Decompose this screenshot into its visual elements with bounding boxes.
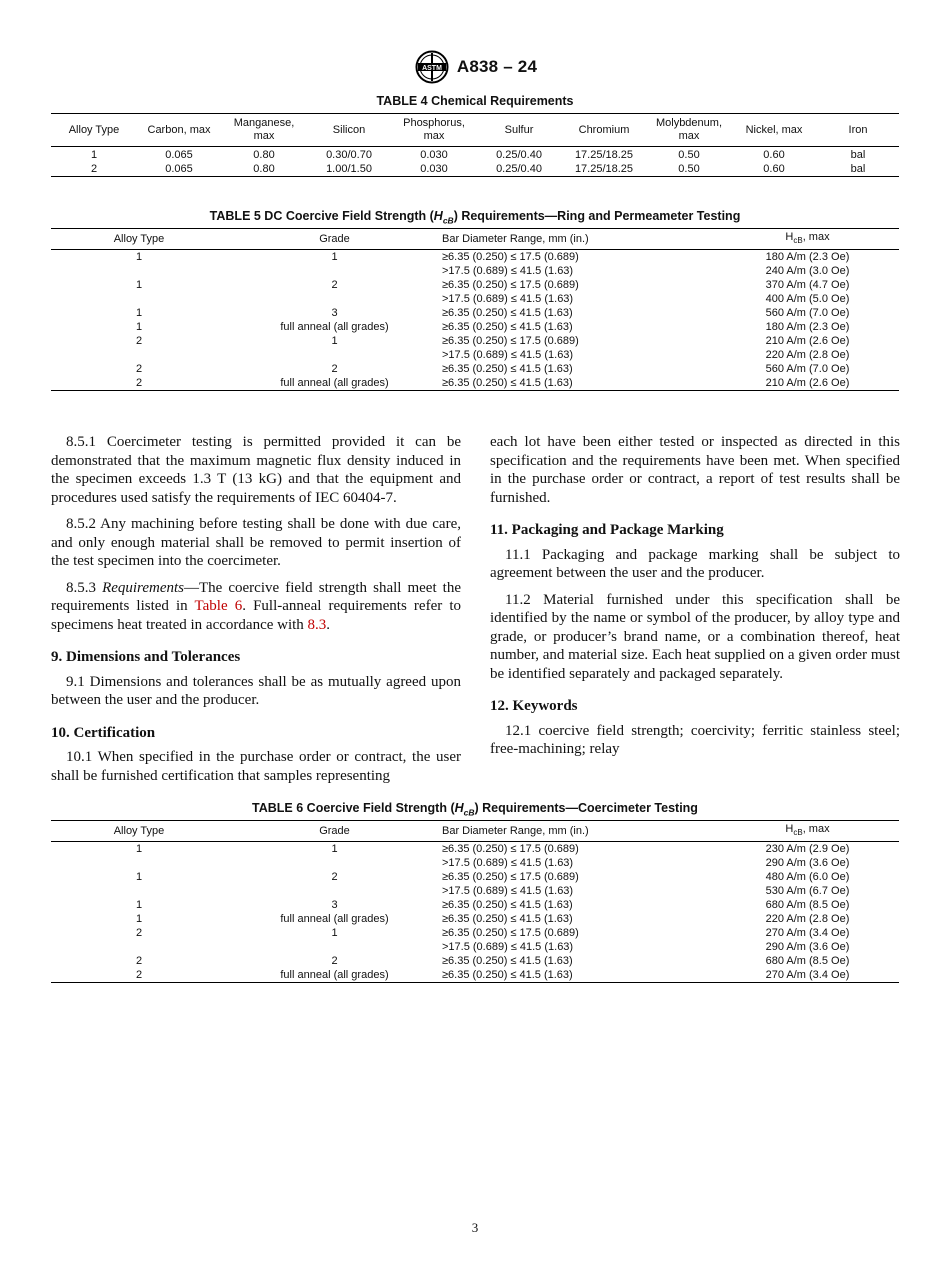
table-cell: 3 [331, 899, 338, 912]
table-row [51, 926, 899, 940]
section-12-heading: 12. Keywords [490, 698, 578, 714]
table-cell: 1 [135, 279, 143, 292]
paragraph-11-1: 11.1 Packaging and package marking shall be subject to agreement between the user and the producer. [490, 546, 900, 581]
table-cell: 3 [331, 307, 338, 320]
table-row [51, 334, 899, 348]
section-10-heading: 10. Certification [51, 724, 156, 741]
table-row [51, 250, 899, 265]
right-column [490, 433, 900, 767]
table-row [51, 362, 899, 376]
table-cell: 560 A/m (7.0 Oe) [765, 363, 850, 376]
table-cell: 0.80 [253, 149, 275, 161]
table-cell: 680 A/m (8.5 Oe) [765, 899, 850, 912]
paragraph-8-5-3: 8.5.3 Requirements—The coercive field strength shall meet the requirements listed in Table 6. Full-anneal requirements refer to specimens heat treated in accordance with 8.3. [51, 579, 462, 633]
table-cell [227, 264, 442, 278]
table-cell: ≥6.35 (0.250) ≤ 41.5 (1.63) [442, 913, 573, 926]
table-cell: 1 [135, 307, 143, 320]
table-cell: >17.5 (0.689) ≤ 41.5 (1.63) [442, 885, 574, 898]
table4-header-cell: Iron [848, 123, 868, 136]
table-cell: 0.50 [678, 149, 700, 161]
table5-header-row [51, 229, 899, 250]
header-grade: Grade [319, 825, 350, 838]
header-alloy-type: Alloy Type [113, 825, 165, 838]
table-cell: >17.5 (0.689) ≤ 41.5 (1.63) [442, 857, 574, 870]
astm-logo-icon [413, 50, 451, 84]
table-cell: 480 A/m (6.0 Oe) [765, 871, 850, 884]
table-cell [51, 264, 227, 278]
table-cell: 17.25/18.25 [574, 149, 634, 161]
table-cell: >17.5 (0.689) ≤ 41.5 (1.63) [442, 941, 574, 954]
table4-header-cell: Sulfur [504, 123, 534, 136]
paragraph-10-1: 10.1 When specified in the purchase order or contract, the user shall be furnished certification that samples representing [51, 749, 461, 784]
table-cell: 0.065 [165, 163, 193, 175]
table-row [51, 954, 899, 968]
table-cell: 1 [135, 843, 143, 856]
table-cell: >17.5 (0.689) ≤ 41.5 (1.63) [442, 265, 574, 278]
table-cell: 240 A/m (3.0 Oe) [765, 265, 850, 278]
table4-header-cell: Alloy Type [68, 123, 120, 136]
table6-header-row [51, 821, 899, 842]
table-row [51, 968, 899, 983]
section-11-heading: 11. Packaging and Package Marking [490, 522, 724, 538]
table-cell: 1 [331, 843, 338, 856]
table-cell: 560 A/m (7.0 Oe) [765, 307, 850, 320]
table-cell: 2 [135, 969, 143, 982]
table-cell: ≥6.35 (0.250) ≤ 41.5 (1.63) [442, 955, 573, 968]
header-grade: Grade [319, 233, 350, 246]
table-cell: 17.25/18.25 [574, 163, 634, 175]
table-cell: 180 A/m (2.3 Oe) [765, 321, 850, 334]
table4-header-cell: Manganese, max [233, 117, 295, 142]
table-cell: 0.80 [253, 163, 275, 175]
table-cell [51, 348, 227, 362]
table-cell: ≥6.35 (0.250) ≤ 41.5 (1.63) [442, 377, 573, 390]
table-cell: bal [850, 149, 866, 161]
table4-header-cell: Chromium [578, 123, 630, 136]
table4-header-cell: Phosphorus, max [403, 117, 465, 142]
table-cell: 2 [331, 279, 338, 292]
table-cell: 2 [135, 363, 143, 376]
table-cell: full anneal (all grades) [280, 321, 389, 334]
table-cell: 230 A/m (2.9 Oe) [765, 843, 850, 856]
table-cell: 0.25/0.40 [496, 163, 542, 175]
table5-dc-coercive-field-strength [51, 228, 899, 391]
table6-caption: TABLE 6 Coercive Field Strength $(H_{cB})$ Requirements—Coercimeter Testing [252, 801, 698, 818]
table-cell: 290 A/m (3.6 Oe) [765, 941, 850, 954]
table-cell: 2 [331, 955, 338, 968]
table-cell: >17.5 (0.689) ≤ 41.5 (1.63) [442, 349, 574, 362]
table4-header-cell: Carbon, max [147, 123, 211, 136]
table-cell: full anneal (all grades) [280, 913, 389, 926]
header-alloy-type: Alloy Type [113, 233, 165, 246]
table-cell: bal [850, 163, 866, 175]
paragraph-10-1-continued: each lot have been either tested or inspected as directed in this specification and the requirements have been met. When specified in the purchase order or contract, a report of test results shall be furnished. [490, 434, 900, 506]
table-cell: full anneal (all grades) [280, 377, 389, 390]
paragraph-12-1: 12.1 coercive field strength; coercivity; ferritic stainless steel; free-machining; relay [490, 722, 900, 757]
table-cell [227, 348, 442, 362]
table-cell: 2 [331, 871, 338, 884]
table-row [51, 842, 899, 857]
document-id: A838 – 24 [456, 57, 538, 76]
table-row [51, 320, 899, 334]
table-cell [51, 856, 227, 870]
table-cell: 370 A/m (4.7 Oe) [765, 279, 850, 292]
table-cell: 1.00/1.50 [326, 163, 372, 175]
table-cell: 1 [331, 335, 338, 348]
table-cell: 2 [135, 335, 143, 348]
svg-text:ASTM: ASTM [421, 64, 442, 72]
table-row [51, 940, 899, 954]
table-cell [227, 940, 442, 954]
table-cell: full anneal (all grades) [280, 969, 389, 982]
table5-caption: TABLE 5 DC Coercive Field Strength $(H_{cB})$ Requirements—Ring and Permeameter Testing [209, 209, 741, 226]
table-cell: 1 [331, 251, 338, 264]
table-cell: 270 A/m (3.4 Oe) [765, 927, 850, 940]
table-cell: 1 [135, 321, 143, 334]
table-row [51, 870, 899, 884]
left-column [51, 433, 461, 793]
table-cell: >17.5 (0.689) ≤ 41.5 (1.63) [442, 293, 574, 306]
section-8-3-link[interactable]: 8.3 [307, 616, 327, 633]
table-cell: 180 A/m (2.3 Oe) [765, 251, 850, 264]
table-cell: ≥6.35 (0.250) ≤ 41.5 (1.63) [442, 969, 573, 982]
table-cell: 0.50 [678, 163, 700, 175]
table-cell: 1 [135, 871, 143, 884]
table-cell [227, 856, 442, 870]
page-number: 3 [471, 1220, 479, 1235]
table-cell: 220 A/m (2.8 Oe) [765, 349, 850, 362]
table-cell: 1 [90, 149, 98, 161]
table-row [51, 278, 899, 292]
table4-header-row [51, 114, 899, 147]
table-cell [51, 884, 227, 898]
table-row [51, 348, 899, 362]
header-bar-diameter: Bar Diameter Range, mm (in.) [442, 233, 589, 246]
table-row [51, 162, 899, 177]
table-cell: ≥6.35 (0.250) ≤ 41.5 (1.63) [442, 307, 573, 320]
table-cell: 0.60 [763, 149, 785, 161]
table-cell: ≥6.35 (0.250) ≤ 17.5 (0.689) [442, 927, 579, 940]
paragraph-8-5-1: 8.5.1 Coercimeter testing is permitted provided it can be demonstrated that the maximum magnetic flux density induced in the specimen exceeds 1.3 T (13 kG) and that the equipment and procedures used satisfy the requirements of IEC 60404-7. [51, 434, 461, 506]
paragraph-8-5-2: 8.5.2 Any machining before testing shall be done with due care, and only enough material shall be removed to permit insertion of the test specimen into the coercimeter. [51, 516, 461, 569]
header-hcb-max: $H_{cB}$, max [785, 823, 830, 838]
table4-caption: TABLE 4 Chemical Requirements [376, 94, 574, 108]
table-row [51, 912, 899, 926]
table-row [51, 884, 899, 898]
table-cell: 290 A/m (3.6 Oe) [765, 857, 850, 870]
table-cell: 2 [90, 163, 98, 175]
table-cell: 2 [135, 955, 143, 968]
table-cell: ≥6.35 (0.250) ≤ 41.5 (1.63) [442, 363, 573, 376]
table-cell: 270 A/m (3.4 Oe) [765, 969, 850, 982]
table-row [51, 264, 899, 278]
table-cell [227, 884, 442, 898]
paragraph-9-1: 9.1 Dimensions and tolerances shall be as mutually agreed upon between the user and the producer. [51, 673, 461, 708]
page-header [0, 50, 950, 84]
table-cell: ≥6.35 (0.250) ≤ 17.5 (0.689) [442, 251, 579, 264]
table-cell: 1 [135, 913, 143, 926]
table-row [51, 147, 899, 163]
table-cell: 0.25/0.40 [496, 149, 542, 161]
header-hcb-max: $H_{cB}$, max [785, 231, 830, 246]
table-cell: 2 [135, 927, 143, 940]
table-row [51, 898, 899, 912]
table-cell: ≥6.35 (0.250) ≤ 17.5 (0.689) [442, 335, 579, 348]
table4-chemical-requirements [51, 113, 899, 177]
table-cell [51, 292, 227, 306]
table4-header-cell: Nickel, max [745, 123, 803, 136]
table-cell: 1 [135, 251, 143, 264]
table-cell [51, 940, 227, 954]
table-row [51, 856, 899, 870]
table-cell: 2 [135, 377, 143, 390]
table-cell: ≥6.35 (0.250) ≤ 41.5 (1.63) [442, 899, 573, 912]
table-cell: 0.030 [420, 163, 448, 175]
table-cell: ≥6.35 (0.250) ≤ 17.5 (0.689) [442, 843, 579, 856]
table4-header-cell: Molybdenum, max [655, 117, 723, 142]
table-cell: ≥6.35 (0.250) ≤ 17.5 (0.689) [442, 279, 579, 292]
table-cell: 0.065 [165, 149, 193, 161]
table6-coercimeter-testing [51, 820, 899, 983]
table-row [51, 292, 899, 306]
table-cell: ≥6.35 (0.250) ≤ 17.5 (0.689) [442, 871, 579, 884]
table-cell: 210 A/m (2.6 Oe) [765, 377, 850, 390]
table-cell: 0.030 [420, 149, 448, 161]
paragraph-11-2: 11.2 Material furnished under this specification shall be identified by the name or symbol of the producer, by alloy type and grade, or producer’s brand name, or a combination thereof, heat number, and material size. Each heat supplied on a given order must be identified separately and packaged separately. [490, 591, 900, 682]
header-bar-diameter: Bar Diameter Range, mm (in.) [442, 825, 589, 838]
table-cell: 1 [331, 927, 338, 940]
table-cell: 220 A/m (2.8 Oe) [765, 913, 850, 926]
table-cell: 530 A/m (6.7 Oe) [765, 885, 850, 898]
table-cell: ≥6.35 (0.250) ≤ 41.5 (1.63) [442, 321, 573, 334]
table-cell [227, 292, 442, 306]
table-cell: 680 A/m (8.5 Oe) [765, 955, 850, 968]
table-cell: 400 A/m (5.0 Oe) [765, 293, 850, 306]
table-row [51, 376, 899, 391]
table4-header-cell: Silicon [332, 123, 366, 136]
table-row [51, 306, 899, 320]
table-cell: 210 A/m (2.6 Oe) [765, 335, 850, 348]
table-6-link[interactable]: Table 6 [194, 598, 243, 614]
table-cell: 1 [135, 899, 143, 912]
table-cell: 2 [331, 363, 338, 376]
table-cell: 0.60 [763, 163, 785, 175]
section-9-heading: 9. Dimensions and Tolerances [51, 649, 241, 665]
table-cell: 0.30/0.70 [326, 149, 372, 161]
